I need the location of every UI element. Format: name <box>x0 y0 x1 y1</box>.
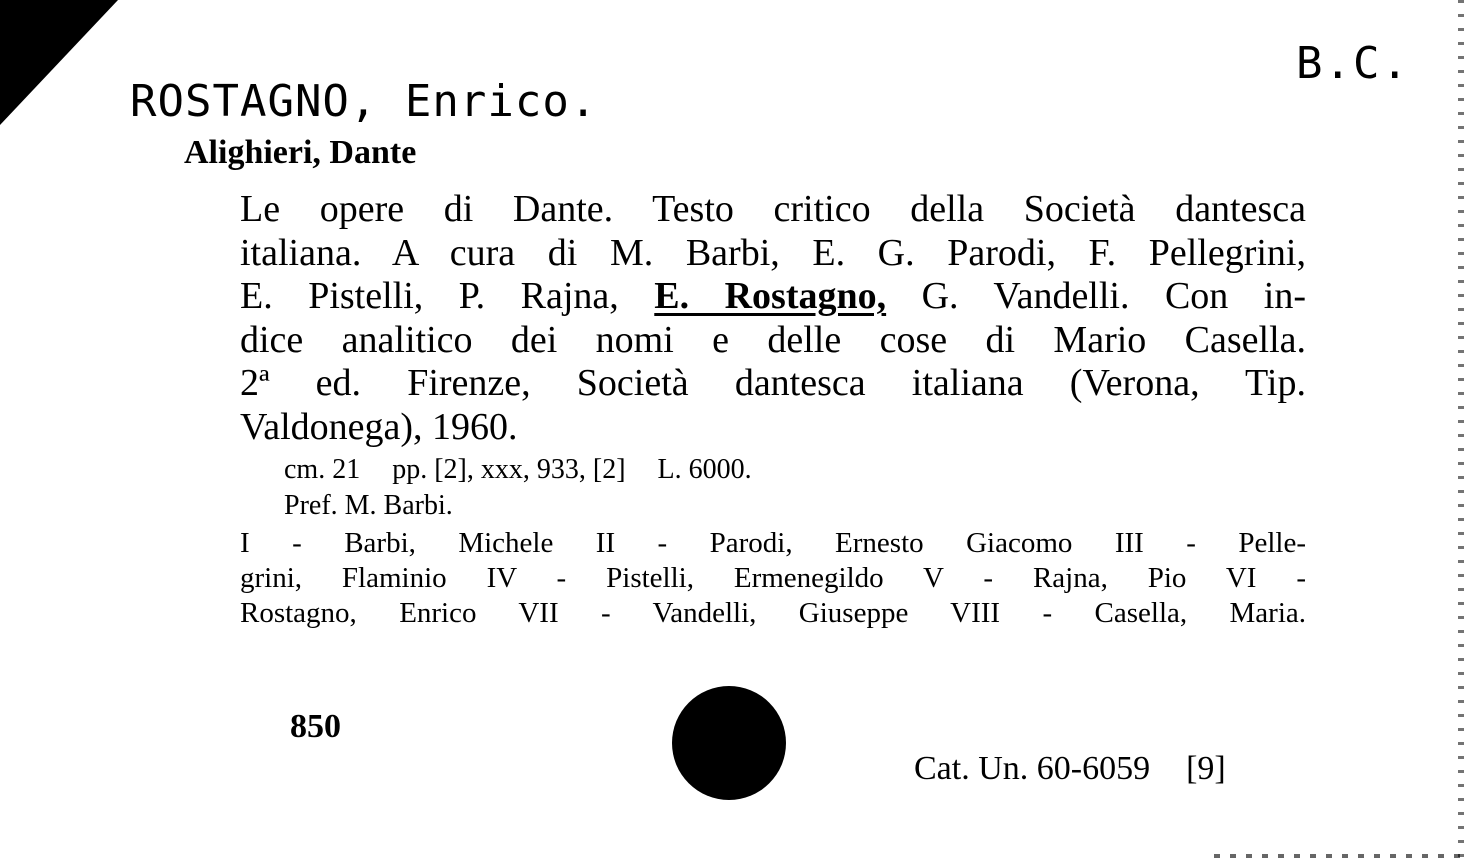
collation-pages: pp. [2], xxx, 933, [2] <box>392 454 626 485</box>
class-number: 850 <box>290 708 341 745</box>
author-heading: Alighieri, Dante <box>184 134 417 171</box>
description-line: italiana. A cura di M. Barbi, E. G. Parodi, F. Pellegrini, <box>240 231 1306 274</box>
volume-line: Rostagno, Enrico VII - Vandelli, Giuseppe VIII - Casella, Maria. <box>240 597 1306 629</box>
volume-line: grini, Flaminio IV - Pistelli, Ermenegildo V - Rajna, Pio VI - <box>240 562 1306 594</box>
card-right-edge <box>1458 0 1464 858</box>
description-line: 2ª ed. Firenze, Società dantesca italiana (Verona, Tip. <box>240 362 1306 404</box>
location-mark: B.C. <box>1296 38 1410 89</box>
preface-note: Pref. M. Barbi. <box>284 490 453 521</box>
card-bottom-edge <box>1214 854 1464 858</box>
volume-line: I - Barbi, Michele II - Parodi, Ernesto Giacomo III - Pelle- <box>240 527 1306 559</box>
collation-price: L. 6000. <box>657 454 752 485</box>
catalog-number: Cat. Un. 60-6059 <box>914 750 1151 787</box>
underlined-editor-name: E. Rostagno, <box>654 275 887 317</box>
collation <box>284 454 784 486</box>
description-line: dice analitico dei nomi e delle cose di Mario Casella. <box>240 318 1306 361</box>
description-line: Valdonega), 1960. <box>240 405 518 448</box>
description-text: E. Pistelli, P. Rajna, <box>240 275 619 317</box>
card-sequence: [9] <box>1186 750 1226 787</box>
main-entry-heading: ROSTAGNO, Enrico. <box>130 76 598 127</box>
catalog-number-line <box>914 750 1226 788</box>
description-line-editors <box>240 275 1306 319</box>
volume-contents <box>240 526 1306 631</box>
bibliographic-description <box>240 188 1306 449</box>
card-corner-cut <box>0 0 118 125</box>
card-punch-hole <box>672 686 786 800</box>
description-line: Le opere di Dante. Testo critico della Società dantesca <box>240 188 1306 230</box>
collation-size: cm. 21 <box>284 454 361 485</box>
description-text: G. Vandelli. Con in- <box>921 275 1306 317</box>
